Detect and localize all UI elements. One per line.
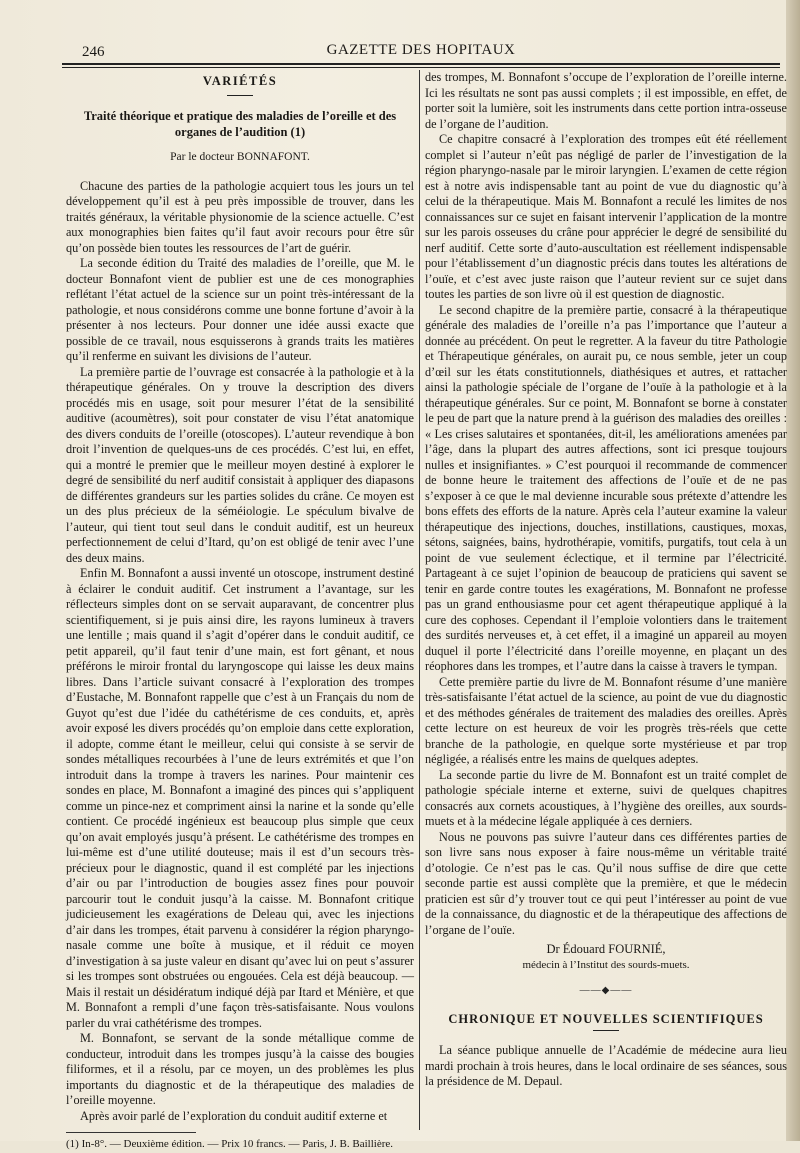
- section-divider: [227, 95, 253, 96]
- paragraph: Enfin M. Bonnafont a aussi inventé un otoscope, instrument destiné à éclairer le conduit auditif. Cet instrument a l’avantage, sur les réflecteurs simples dont on se servait auparavant, de concentrer plus scientifiquement, si je puis ainsi dire, les rayons lumineux à travers une lentille ; mais quand il s’agit d’opérer dans le conduit auditif, ce petit appareil, qu’il faut tenir d’une main, est fort gênant, et nous préférons le miroir frontal du laryngoscope qui laisse les deux mains libres. Dans l’article suivant consacré à l’exploration des trompes d’Eustache, M. Bonnafont rappelle que c’est à un Français du nom de Guyot qu’est due l’idée du cathétérisme de ces conduits, et, après avoir exposé les divers procédés qu’on emploie dans cette exploration, il adopte, comme étant le meilleur, celui qui consiste à se servir de sondes métalliques recourbées à l’une de leurs extrémités et que l’on introduit dans la trompe à travers les narines. Pour maintenir ces sondes en place, M. Bonnafont a imaginé des pinces qui s’appliquent comme un pince-nez et compriment ainsi la narine et la sonde qu’elle contient. Ce procédé ingénieux est beaucoup plus simple que ceux qu’on avait employés jusqu’à présent. Le cathétérisme des trompes en lui-même est d’une utilité douteuse; mais il est d’un secours très-précieux pour le diagnostic, quand il est complété par les injections d’air ou par l’introduction de bougies assez fines pour pouvoir parcourir tout le conduit jusqu’à la caisse. M. Bonnafont critique judicieusement les exagérations de Deleau qui, avec les injections d’air dans les trompes, était parvenu à considérer la région pharyngo-nasale comme une boîte à musique, et il réduit ce moyen d’investigation à sa juste valeur en disant qu’avec lui on peut s’assurer si les trompes sont obstruées ou engouées. Cela est déjà beaucoup. — Mais il restait un désidératum indiqué déjà par Itard et Ménière, et que M. Bonnafont a rempli d’une façon très-satisfaisante. Nous voulons parler du vrai cathétérisme des trompes.: [66, 566, 414, 1030]
- paragraph: Le second chapitre de la première partie, consacré à la thérapeutique générale des maladies de l’oreille n’a pas l’importance que l’auteur a donnée au précédent. On peut le regretter. A la faveur du titre Pathologie et Thérapeutique générales, on aurait pu, ce nous semble, jeter un coup d’œil sur les états constitutionnels, diathésiques et autres, et rattacher ainsi la pathologie spéciale de l’organe de l’ouïe à la pathologie et à la thérapeutique générales. Sur ce point, M. Bonnafont se borne à constater le peu de part que la nature prend à la guérison des maladies des oreilles : « Les crises salutaires et spontanées, dit-il, les améliorations amenées par l’âge, dans la plupart des autres affections, sont ici presque toujours nulles et insignifiantes. » C’est pourquoi il recommande de commencer de bonne heure le traitement des affections de l’ouïe et de ne pas s’exposer à ce que le mal devienne incurable sous prétexte d’attendre les bons effets des efforts de la nature. Après cela l’auteur examine la valeur thérapeutique des injections, douches, instillations, caustiques, moxas, sétons, saignées, bains, hydrothérapie, vomitifs, purgatifs, tout cela à un point de vue seulement éclectique, et il termine par l’électricité. Partageant à ce sujet l’opinion de beaucoup de praticiens qui savent se tenir en garde contre toutes les exagérations, M. Bonnafont ne professe pas un grand enthousiasme pour cet agent thérapeutique appliqué à la cure des cophoses. Cependant il l’emploie volontiers dans le traitement des surdités nerveuses et, à cet effet, il a imaginé un appareil au moyen duquel il porte l’électricité dans l’oreille moyenne, en plaçant un des réophores dans les trompes, et l’autre dans la caisse à travers le tympan.: [425, 302, 787, 673]
- section-divider: [593, 1030, 619, 1031]
- paragraph: La première partie de l’ouvrage est consacrée à la pathologie et à la thérapeutique générales. On y trouve la description des divers procédés mis en usage, soit pour mesurer l’état de la sensibilité auditive (acoumètres), soit pour constater de visu l’état anatomique des divers conduits de l’oreille (otoscopes). L’auteur revendique à bon droit l’invention de quelques-uns de ces procédés. C’est lui, en effet, qui a montré le premier que le meilleur moyen destiné à explorer le degré de sensibilité du nerf auditif consistait à appliquer des diapasons de différentes grandeurs sur les parties solides du crâne. Ce moyen est un des plus précieux de la séméiologie. Le spéculum bivalve de l’auteur, qui tient tout seul dans le conduit auditif, est un heureux perfectionnement de celui d’Itard, qu’on est obligé de tenir avec l’une des deux mains.: [66, 364, 414, 565]
- right-column: [425, 70, 787, 1090]
- signature: Dr Édouard FOURNIÉ,: [546, 942, 666, 956]
- section-title-varietes: VARIÉTÉS: [202, 74, 278, 88]
- paragraph: Ce chapitre consacré à l’exploration des trompes eût été réellement complet si l’auteur n’eût pas négligé de parler de l’investigation de la région pharyngo-nasale par le miroir laryngien. L’examen de cette région est à notre avis indispensable tant au point de vue du diagnostic qu’à celui de la thérapeutique. Mais M. Bonnafont a reculé les limites de nos connaissances sur ce sujet en faisant intervenir l’application de la montre sur les parois osseuses du crâne pour apprécier le degré de sensibilité du nerf auditif. Cette sorte d’auto-auscultation est réellement indispensable pour l’établissement d’un diagnostic précis dans toutes les altérations de l’ouïe, et c’est avec juste raison que l’auteur revient sur ce sujet dans toutes les parties de son livre où il est question de diagnostic.: [425, 132, 787, 301]
- section-title-chronique: CHRONIQUE ET NOUVELLES SCIENTIFIQUES: [448, 1012, 764, 1026]
- header-rule: [62, 63, 780, 68]
- article-title: Traité théorique et pratique des maladies de l’oreille et des organes de l’audition (1): [83, 109, 397, 139]
- paragraph: Nous ne pouvons pas suivre l’auteur dans ces différentes parties de son livre sans nous exposer à faire nous-même un véritable traité d’otologie. Ce n’est pas le cas. Qu’il nous suffise de dire que cette seconde partie est aussi complète que la première, et que le médecin praticien est sûr d’y trouver tout ce qui peut l’intéresser au point de vue de la connaissance, du diagnostic et de la thérapeutique des affections de l’organe de l’ouïe.: [425, 829, 787, 937]
- article-author: Par le docteur BONNAFONT.: [170, 151, 310, 163]
- footnote-rule: [66, 1132, 196, 1133]
- paragraph: La seconde édition du Traité des maladies de l’oreille, que M. le docteur Bonnafont vient de publier est une de ces monographies reflétant l’état actuel de la science sur un point très-intéressant de la pathologie, et nous considérons comme une bonne fortune d’avoir à la présenter à nos lecteurs. Pour donner une idée aussi exacte que possible de ce travail, nous esquisserons à grands traits les matières qu’il renferme en suivant les divisions de l’auteur.: [66, 256, 414, 363]
- page-header: [62, 40, 780, 60]
- journal-title: GAZETTE DES HOPITAUX: [326, 42, 516, 58]
- page-edge: [786, 0, 800, 1141]
- paragraph: La seconde partie du livre de M. Bonnafont est un traité complet de pathologie spéciale interne et externe, suivi de quelques chapitres consacrés aux cornets acoustiques, à l’hygiène des oreilles, aux sourds-muets et à la médecine légale appliquée à ces derniers.: [425, 767, 787, 828]
- page-number: 246: [82, 44, 105, 60]
- footnote: (1) In-8°. — Deuxième édition. — Prix 10 francs. — Paris, J. B. Baillière.: [66, 1138, 394, 1150]
- column-rule: [419, 70, 420, 1130]
- paragraph: La séance publique annuelle de l’Académie de médecine aura lieu mardi prochain à trois heures, dans le local ordinaire de ses séances, sous la présidence de M. Depaul.: [425, 1043, 787, 1088]
- paragraph: Chacune des parties de la pathologie acquiert tous les jours un tel développement qu’il est à peu près impossible de trouver, dans les traités généraux, la véritable physionomie de la science actuelle. C’est aux monographies bien faites qu’il faut avoir recours pour être sûr qu’on possède bien toutes les ressources de l’art de guérir.: [66, 178, 414, 255]
- paragraph: M. Bonnafont, se servant de la sonde métallique comme de conducteur, introduit dans les trompes jusqu’à la caisse des bougies filiformes, et il a résolu, par ce moyen, un des problèmes les plus importants du diagnostic et de la thérapeutique des maladies de l’oreille moyenne.: [66, 1031, 414, 1107]
- paragraph: Cette première partie du livre de M. Bonnafont résume d’une manière très-satisfaisante l’état actuel de la science, au point de vue du diagnostic et des méthodes générales de traitement des maladies des oreilles. Après cette lecture on est heureux de voir les progrès très-réels que cette branche de la pathologie, en quelque sorte mystérieuse et par trop négligée, a réalisés entre les mains de quelques adeptes.: [425, 674, 787, 766]
- ornament-divider: ——◆——: [579, 985, 633, 996]
- paragraph: Après avoir parlé de l’exploration du conduit auditif externe et: [80, 1108, 388, 1123]
- left-column: [66, 70, 414, 1153]
- signature-role: médecin à l’Institut des sourds-muets.: [522, 958, 690, 971]
- paragraph: des trompes, M. Bonnafont s’occupe de l’exploration de l’oreille interne. Ici les résultats ne sont pas aussi complets ; il est impossible, en effet, de porter soit la lumière, soit les instruments dans cette portion intra-osseuse de l’organe de l’audition.: [425, 70, 787, 131]
